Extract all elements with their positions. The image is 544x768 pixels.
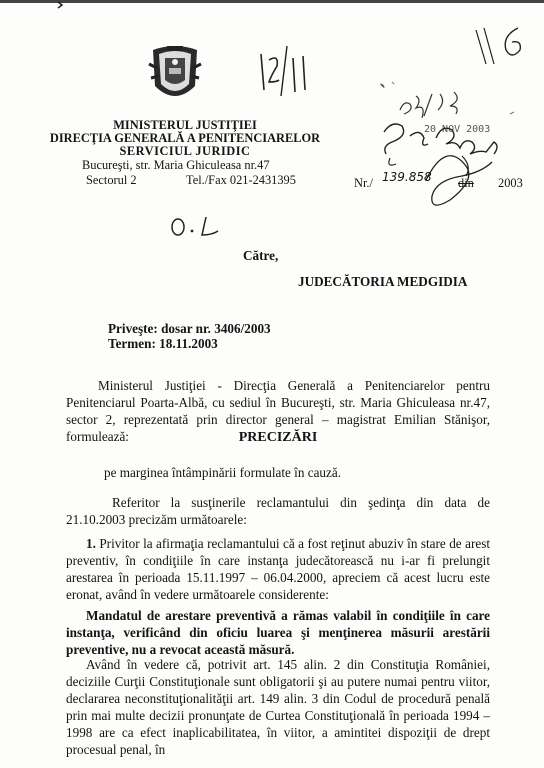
- item-1-paragraph: [66, 535, 490, 603]
- reference-term: Termen: 18.11.2003: [108, 336, 218, 351]
- handwritten-initials: [168, 213, 228, 239]
- directorate-title: DIRECŢIA GENERALĂ A PENITENCIARELOR: [49, 131, 321, 145]
- item-1-text: Privitor la afirmaţia reclamantului că a fost reţinut abuziv în stare de arest preventiv, în condiţiile în care instanţa judecătorească nu i-ar fi prelungit arestarea în perioada 15.11.1997 – 06.04.2000, apreciem că acest lucru este eronat, având în vedere următoarele considerente:: [66, 536, 490, 602]
- item-1-number: 1.: [86, 536, 96, 551]
- phone-label: Tel./Fax 021-2431395: [186, 173, 296, 187]
- intro-paragraph: Ministerul Justiţiei - Direcţia Generală a Penitenciarelor pentru Penitenciarul Poarta-Albă, cu sediul în Bucureşti, str. Maria Ghiculeasa nr.47, sector 2, reprezentată prin director general – magistrat Emilian Stănişor, formulează:: [66, 378, 490, 444]
- recipient-to-label: Către,: [243, 248, 279, 263]
- handwritten-resolution: [370, 80, 540, 230]
- registration-year: 2003: [498, 176, 523, 190]
- edge-mark: [30, 0, 70, 10]
- paragraph-reference-hearing: Referitor la susţinerile reclamantului din şedinţa din data de 21.10.2003 precizăm următoarele:: [66, 495, 490, 527]
- registration-stamp: 20 NOV 2003: [424, 124, 491, 135]
- document-title: PRECIZĂRI: [238, 430, 318, 445]
- title-subline: pe marginea întâmpinării formulate în cauză.: [104, 465, 342, 480]
- scan-edge: [0, 0, 544, 3]
- paragraph-constitution: Având în vedere că, potrivit art. 145 alin. 2 din Constituţia României, deciziile Curţii Constituţionale sunt obligatorii şi au putere numai pentru viitor, declararea neconstituţionalităţii art. 149 alin. 3 din Codul de procedură penală prin mai multe decizii pronunţate de Curtea Constituţională în perioada 1994 – 1998 are ca efect inaplicabilitatea, în viitor, a amintitei dispoziţii de drept procesual penal, în: [66, 657, 490, 757]
- recipient-court: JUDECĂTORIA MEDGIDIA: [298, 274, 468, 289]
- handwritten-page-number: [470, 22, 530, 68]
- sector-label: Sectorul 2: [86, 173, 137, 187]
- address-line: Bucureşti, str. Maria Ghiculeasa nr.47: [82, 158, 270, 172]
- registration-nr-value: 139.858: [382, 170, 432, 184]
- registration-nr-label: Nr./: [354, 176, 373, 190]
- service-title: SERVICIUL JURIDIC: [119, 144, 251, 158]
- coat-of-arms-icon: [145, 40, 205, 110]
- reference-file: Priveşte: dosar nr. 3406/2003: [108, 321, 271, 336]
- registration-date-prefix: din: [458, 176, 474, 190]
- ministry-title: MINISTERUL JUSTIŢIEI: [113, 118, 257, 132]
- handwritten-folio-mark: [255, 40, 315, 100]
- bold-statement: Mandatul de arestare preventivă a rămas valabil în condiţiile în care instanţa, verificând din oficiu luarea şi menţinerea măsurii arestării preventive, nu a revocat această măsură.: [66, 608, 490, 657]
